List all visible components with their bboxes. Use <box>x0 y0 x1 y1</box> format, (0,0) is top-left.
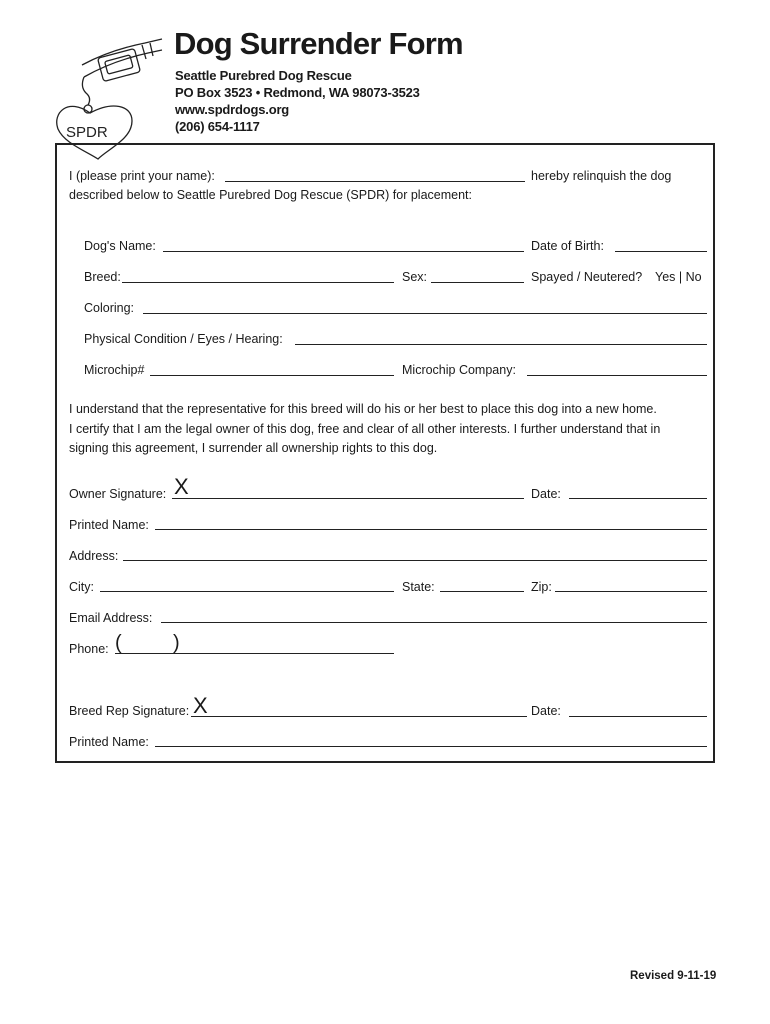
spdr-logo <box>50 25 165 160</box>
email-field[interactable] <box>161 622 707 623</box>
agreement-line-3: signing this agreement, I surrender all ownership rights to this dog. <box>69 441 438 455</box>
breed-rep-signature-label: Breed Rep Signature: <box>69 704 190 718</box>
breed-rep-printed-name-field[interactable] <box>155 746 707 747</box>
phone-paren-close: ) <box>173 632 180 654</box>
city-field[interactable] <box>100 591 394 592</box>
microchip-label: Microchip# <box>84 363 145 377</box>
sex-label: Sex: <box>402 270 428 284</box>
revised-date: Revised 9-11-19 <box>630 970 717 982</box>
dob-label: Date of Birth: <box>531 239 604 253</box>
dog-name-label: Dog's Name: <box>84 239 156 253</box>
print-name-field[interactable] <box>225 181 525 182</box>
print-name-label: I (please print your name): <box>69 169 215 183</box>
agreement-line-2: I certify that I am the legal owner of this dog, free and clear of all other interests. I further understand that in <box>69 421 661 436</box>
org-website: www.spdrdogs.org <box>175 102 290 117</box>
microchip-field[interactable] <box>150 375 394 376</box>
owner-printed-name-label: Printed Name: <box>69 518 149 532</box>
breed-field[interactable] <box>122 282 394 283</box>
spayed-label: Spayed / Neutered? <box>531 270 643 284</box>
breed-rep-signature-x: X <box>193 693 208 718</box>
breed-label: Breed: <box>84 270 121 284</box>
breed-rep-signature-field[interactable] <box>191 716 527 717</box>
phone-field[interactable] <box>115 653 394 654</box>
org-name: Seattle Purebred Dog Rescue <box>175 68 352 83</box>
condition-label: Physical Condition / Eyes / Hearing: <box>84 332 283 346</box>
org-address: PO Box 3523 • Redmond, WA 98073-3523 <box>175 85 420 100</box>
breed-rep-date-field[interactable] <box>569 716 707 717</box>
owner-signature-x: X <box>174 474 189 499</box>
dob-field[interactable] <box>615 251 707 252</box>
agreement-line-1: I understand that the representative for this breed will do his or her best to place this dog into a new home. <box>69 402 657 416</box>
zip-field[interactable] <box>555 591 707 592</box>
org-phone: (206) 654-1117 <box>175 119 260 134</box>
form-box <box>55 143 715 763</box>
relinquish-text: hereby relinquish the dog <box>531 169 672 183</box>
owner-date-field[interactable] <box>569 498 707 499</box>
chip-company-field[interactable] <box>527 375 707 376</box>
address-field[interactable] <box>123 560 707 561</box>
city-label: City: <box>69 580 94 594</box>
chip-company-label: Microchip Company: <box>402 363 516 377</box>
owner-printed-name-field[interactable] <box>155 529 707 530</box>
email-label: Email Address: <box>69 611 153 625</box>
breed-rep-printed-name-label: Printed Name: <box>69 735 149 749</box>
org-info <box>175 67 420 135</box>
breed-rep-date-label: Date: <box>531 704 561 718</box>
condition-field[interactable] <box>295 344 707 345</box>
agreement-text <box>69 400 709 459</box>
zip-label: Zip: <box>531 580 552 594</box>
phone-paren-open: ( <box>115 632 122 654</box>
state-label: State: <box>402 580 435 594</box>
owner-date-label: Date: <box>531 487 561 501</box>
owner-signature-field[interactable] <box>172 498 524 499</box>
logo-text: SPDR <box>66 124 108 141</box>
intro-line-2: described below to Seattle Purebred Dog Rescue (SPDR) for placement: <box>69 188 472 202</box>
coloring-label: Coloring: <box>84 301 135 315</box>
page-title: Dog Surrender Form <box>174 26 463 61</box>
owner-signature-label: Owner Signature: <box>69 487 167 501</box>
sex-field[interactable] <box>431 282 524 283</box>
state-field[interactable] <box>440 591 524 592</box>
coloring-field[interactable] <box>143 313 707 314</box>
spayed-yes-no[interactable]: Yes | No <box>655 270 702 284</box>
dog-name-field[interactable] <box>163 251 524 252</box>
phone-label: Phone: <box>69 642 109 656</box>
address-label: Address: <box>69 549 119 563</box>
